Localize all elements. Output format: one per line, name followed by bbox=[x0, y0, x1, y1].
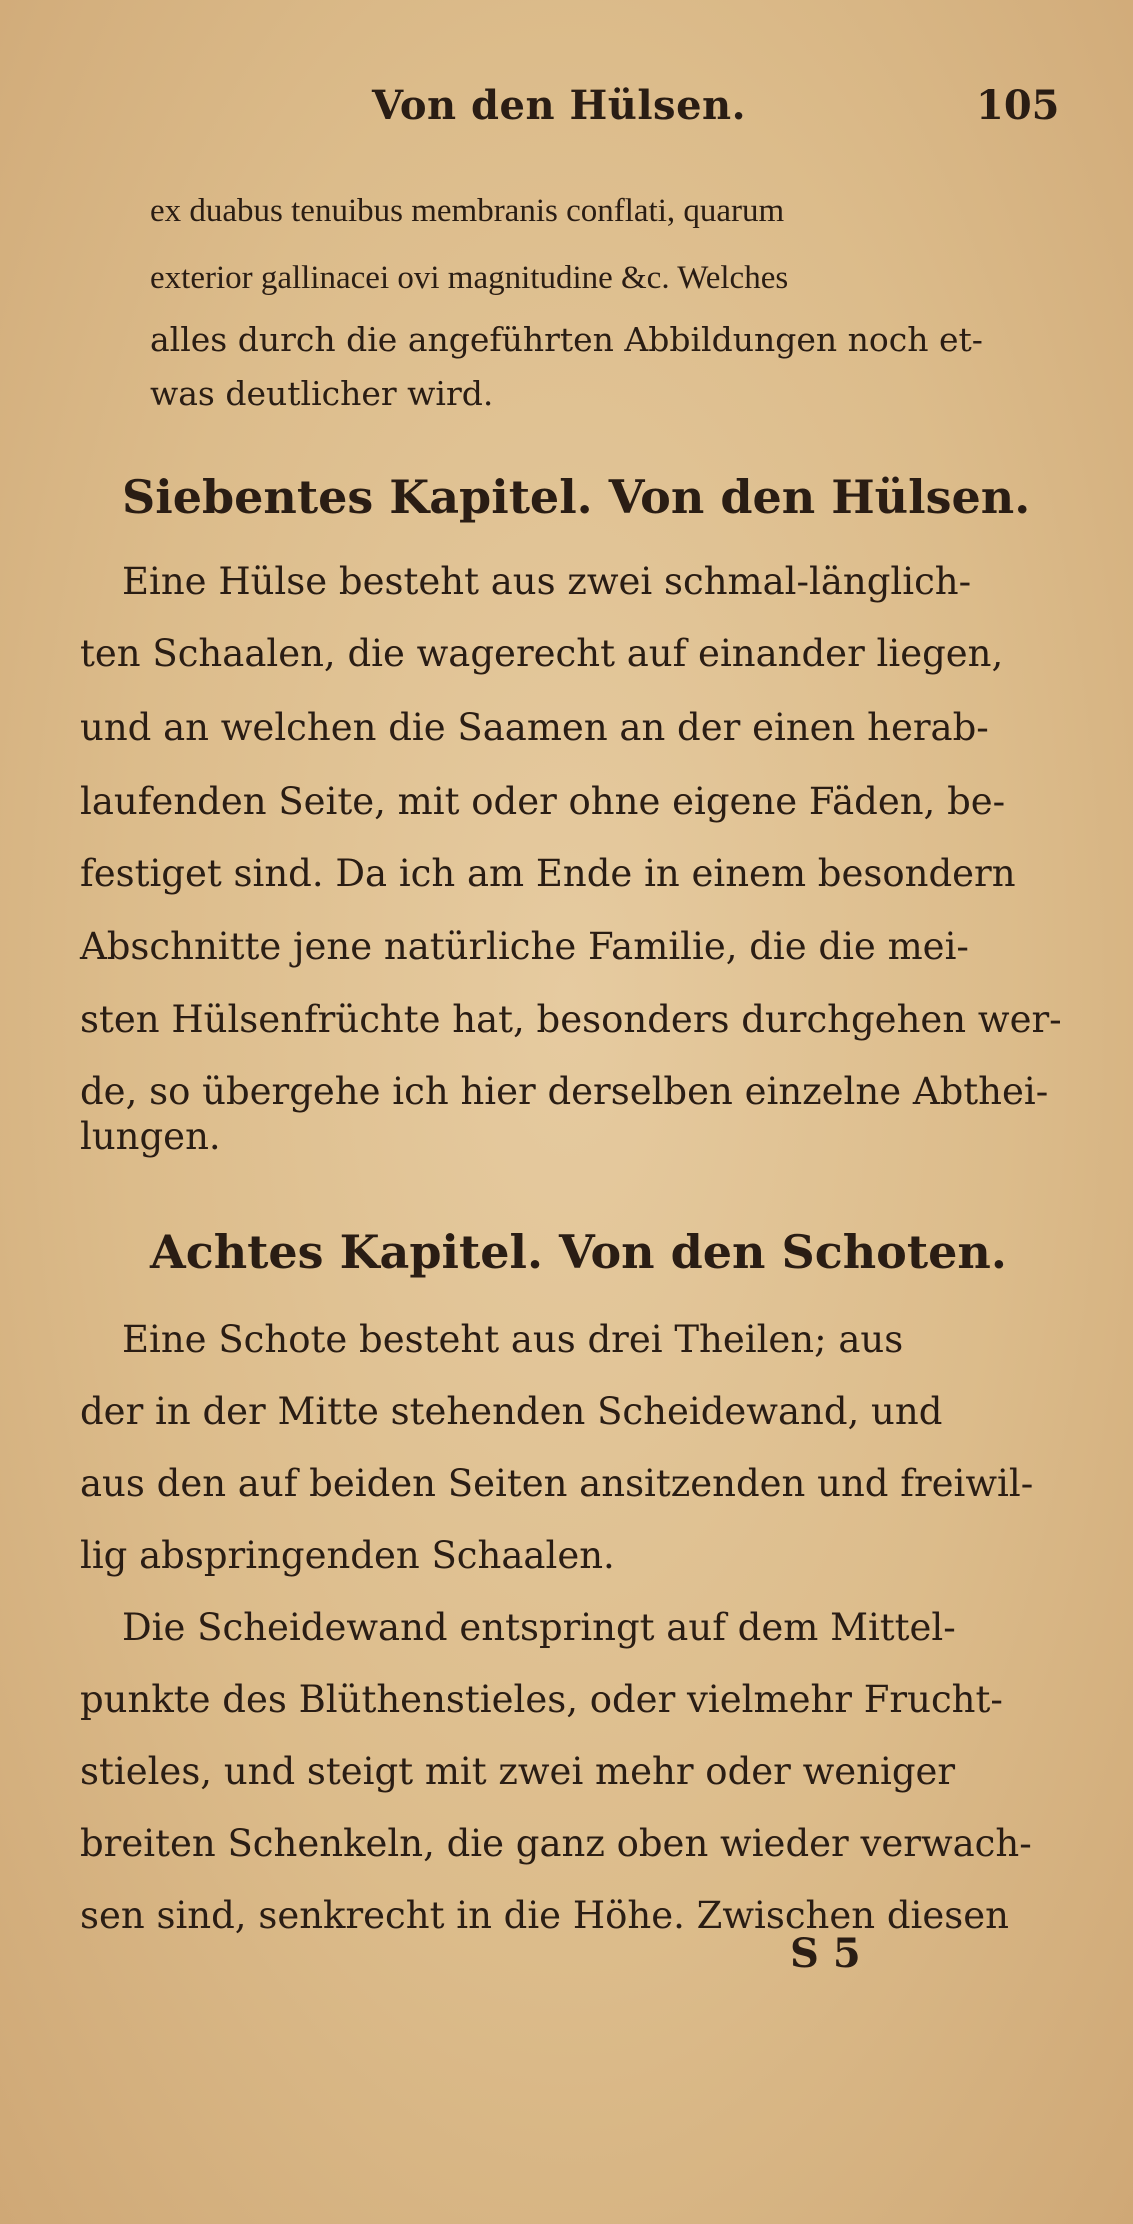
text-line: alles durch die angeführten Abbildungen noch et- bbox=[150, 320, 983, 359]
text-line: breiten Schenkeln, die ganz oben wieder verwach- bbox=[80, 1822, 1032, 1865]
running-title: Von den Hülsen. bbox=[372, 82, 747, 129]
text-line: lungen. bbox=[80, 1115, 221, 1158]
signature-mark: S 5 bbox=[790, 1930, 861, 1977]
text-line: festiget sind. Da ich am Ende in einem besondern bbox=[80, 852, 1016, 895]
text-line: punkte des Blüthenstieles, oder vielmehr Frucht- bbox=[80, 1678, 1003, 1721]
text-line: lig abspringenden Schaalen. bbox=[80, 1534, 615, 1577]
text-line: sen sind, senkrecht in die Höhe. Zwischen diesen bbox=[80, 1894, 1009, 1937]
text-line: ten Schaalen, die wagerecht auf einander liegen, bbox=[80, 632, 1004, 675]
text-line: stieles, und steigt mit zwei mehr oder weniger bbox=[80, 1750, 956, 1793]
text-line: der in der Mitte stehenden Scheidewand, und bbox=[80, 1390, 943, 1433]
text-line: was deutlicher wird. bbox=[150, 374, 494, 413]
text-line: Die Scheidewand entspringt auf dem Mittel- bbox=[122, 1606, 956, 1649]
text-line: Abschnitte jene natürliche Familie, die die mei- bbox=[80, 925, 969, 968]
text-line: laufenden Seite, mit oder ohne eigene Fäden, be- bbox=[80, 780, 1006, 823]
text-line: de, so übergehe ich hier derselben einzelne Abthei- bbox=[80, 1070, 1049, 1113]
text-line: aus den auf beiden Seiten ansitzenden und freiwil- bbox=[80, 1462, 1034, 1505]
chapter-heading: Siebentes Kapitel. Von den Hülsen. bbox=[122, 470, 1031, 524]
page-number: 105 bbox=[976, 82, 1060, 129]
text-line: Eine Hülse besteht aus zwei schmal-länglich- bbox=[122, 560, 972, 603]
text-line: sten Hülsenfrüchte hat, besonders durchgehen wer- bbox=[80, 998, 1062, 1041]
text-line: ex duabus tenuibus membranis conflati, quarum bbox=[150, 193, 785, 229]
text-line: und an welchen die Saamen an der einen herab- bbox=[80, 706, 989, 749]
chapter-heading: Achtes Kapitel. Von den Schoten. bbox=[150, 1225, 1007, 1279]
text-line: exterior gallinacei ovi magnitudine &c. Welches bbox=[150, 260, 789, 296]
text-line: Eine Schote besteht aus drei Theilen; aus bbox=[122, 1318, 904, 1361]
